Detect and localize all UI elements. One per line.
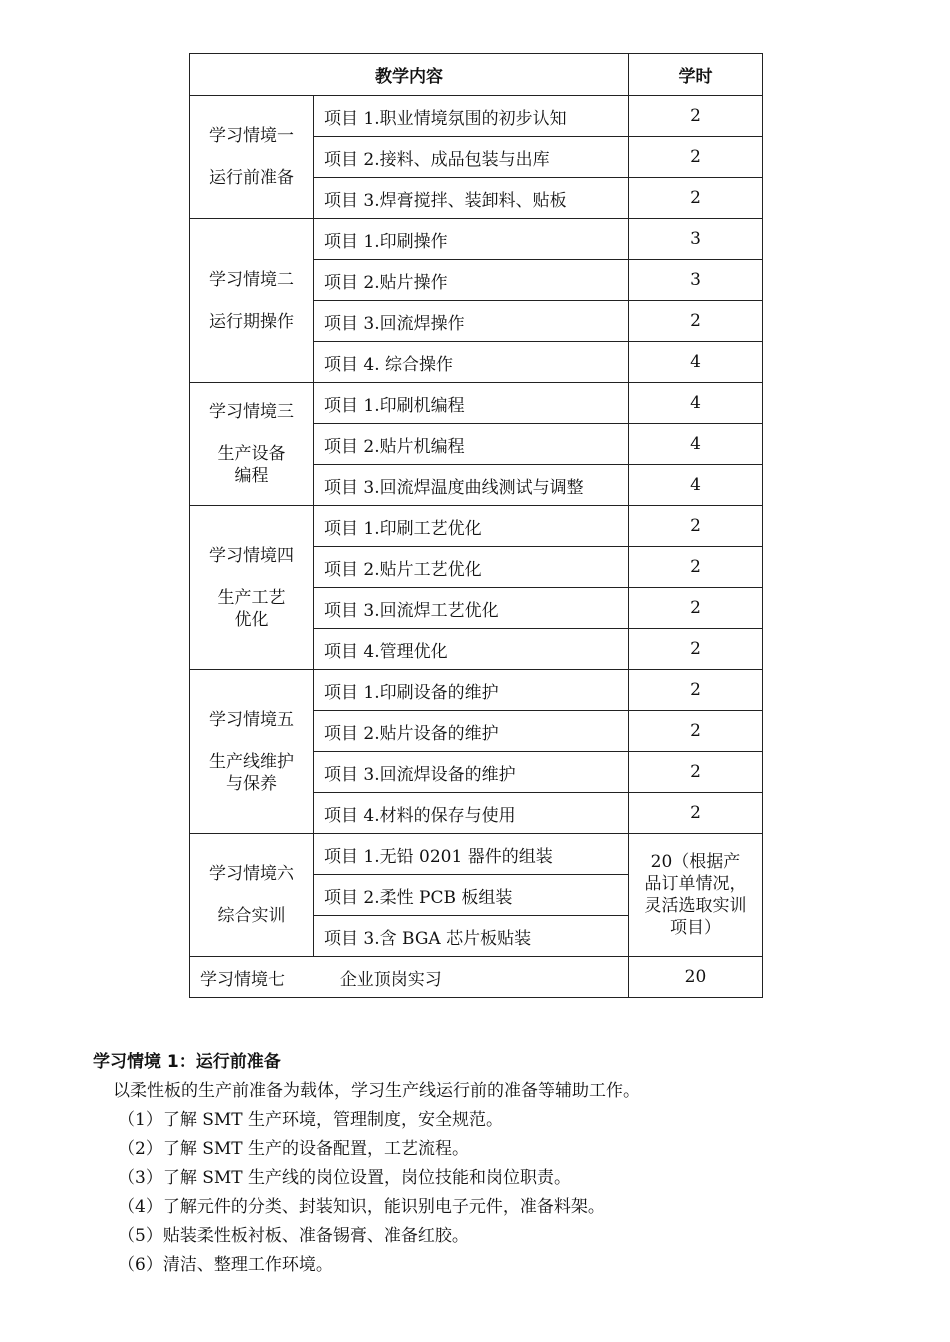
list-item: （5）贴装柔性板衬板、准备锡膏、准备红胶。 xyxy=(118,1226,469,1246)
situation-name: 学习情境七 xyxy=(200,969,285,990)
item-hours: 2 xyxy=(629,96,763,137)
situation-subtitle: 运行期操作 xyxy=(209,311,294,332)
item-label: 项目 3.含 BGA 芯片板贴装 xyxy=(314,916,629,957)
table-row xyxy=(190,506,763,547)
situation-subtitle: 生产设备编程 xyxy=(217,444,286,486)
item-label: 项目 2.接料、成品包装与出库 xyxy=(314,137,629,178)
item-hours: 2 xyxy=(629,752,763,793)
situation-cell xyxy=(190,670,314,834)
situation-name: 学习情境一 xyxy=(209,126,294,146)
situation-seven-cell xyxy=(190,957,629,998)
situation-subtitle: 运行前准备 xyxy=(209,168,294,188)
item-label: 项目 3.回流焊设备的维护 xyxy=(314,752,629,793)
item-hours: 4 xyxy=(629,383,763,424)
situation-cell xyxy=(190,96,314,219)
item-hours: 2 xyxy=(629,711,763,752)
list-item: （4）了解元件的分类、封装知识，能识别电子元件，准备料架。 xyxy=(118,1197,605,1217)
list-item: （3）了解 SMT 生产线的岗位设置，岗位技能和岗位职责。 xyxy=(118,1168,572,1188)
list-item: （6）清洁、整理工作环境。 xyxy=(118,1255,333,1275)
section-intro: 以柔性板的生产前准备为载体，学习生产线运行前的准备等辅助工作。 xyxy=(113,1081,640,1101)
situation-subtitle: 综合实训 xyxy=(217,906,286,926)
table-row xyxy=(190,957,763,998)
item-hours: 2 xyxy=(629,629,763,670)
item-label: 项目 2.贴片工艺优化 xyxy=(314,547,629,588)
situation-subtitle: 生产线维护与保养 xyxy=(209,751,294,794)
item-label: 项目 1.印刷工艺优化 xyxy=(314,506,629,547)
item-label: 项目 2.贴片机编程 xyxy=(314,424,629,465)
table-row xyxy=(190,834,763,875)
table-header-row xyxy=(190,54,763,96)
item-label: 项目 3.回流焊操作 xyxy=(314,301,629,342)
item-label: 项目 3.回流焊温度曲线测试与调整 xyxy=(314,465,629,506)
curriculum-table xyxy=(189,53,763,998)
header-content: 教学内容 xyxy=(190,54,629,96)
item-label: 项目 1.印刷机编程 xyxy=(314,383,629,424)
item-label: 项目 4. 综合操作 xyxy=(314,342,629,383)
situation-subtitle: 企业顶岗实习 xyxy=(339,969,442,990)
item-label: 项目 2.贴片设备的维护 xyxy=(314,711,629,752)
item-hours: 2 xyxy=(629,670,763,711)
item-label: 项目 3.焊膏搅拌、装卸料、贴板 xyxy=(314,178,629,219)
item-hours: 2 xyxy=(629,301,763,342)
item-label: 项目 1.无铅 0201 器件的组装 xyxy=(314,834,629,875)
situation-name: 学习情境四 xyxy=(209,545,294,566)
list-item: （2）了解 SMT 生产的设备配置，工艺流程。 xyxy=(118,1139,470,1159)
situation-subtitle: 生产工艺优化 xyxy=(217,587,286,630)
item-hours: 3 xyxy=(629,260,763,301)
situation-name: 学习情境二 xyxy=(209,269,294,290)
item-hours: 2 xyxy=(629,793,763,834)
item-hours: 2 xyxy=(629,588,763,629)
table-row xyxy=(190,96,763,137)
item-hours: 4 xyxy=(629,342,763,383)
item-hours: 2 xyxy=(629,506,763,547)
situation-one-section xyxy=(93,1048,873,1280)
item-hours-note xyxy=(629,834,763,957)
situation-cell xyxy=(190,834,314,957)
item-hours: 2 xyxy=(629,137,763,178)
item-label: 项目 2.贴片操作 xyxy=(314,260,629,301)
item-label: 项目 4.材料的保存与使用 xyxy=(314,793,629,834)
table-row xyxy=(190,219,763,260)
section-heading: 学习情境 1：运行前准备 xyxy=(93,1052,281,1072)
item-hours: 4 xyxy=(629,424,763,465)
situation-cell xyxy=(190,506,314,670)
situation-name: 学习情境六 xyxy=(209,864,294,884)
hours-note-text: 20（根据产品订单情况，灵活选取实训项目） xyxy=(644,852,747,938)
item-label: 项目 1.印刷操作 xyxy=(314,219,629,260)
item-label: 项目 3.回流焊工艺优化 xyxy=(314,588,629,629)
situation-name: 学习情境三 xyxy=(209,402,294,422)
item-hours: 20 xyxy=(629,957,763,998)
situation-cell xyxy=(190,383,314,506)
item-label: 项目 2.柔性 PCB 板组装 xyxy=(314,875,629,916)
table-row xyxy=(190,383,763,424)
item-label: 项目 1.职业情境氛围的初步认知 xyxy=(314,96,629,137)
header-hours: 学时 xyxy=(629,54,763,96)
situation-name: 学习情境五 xyxy=(209,709,294,730)
item-hours: 4 xyxy=(629,465,763,506)
situation-cell xyxy=(190,219,314,383)
item-label: 项目 4.管理优化 xyxy=(314,629,629,670)
item-hours: 3 xyxy=(629,219,763,260)
item-hours: 2 xyxy=(629,178,763,219)
table-row xyxy=(190,670,763,711)
item-label: 项目 1.印刷设备的维护 xyxy=(314,670,629,711)
item-hours: 2 xyxy=(629,547,763,588)
list-item: （1）了解 SMT 生产环境，管理制度，安全规范。 xyxy=(118,1110,504,1130)
